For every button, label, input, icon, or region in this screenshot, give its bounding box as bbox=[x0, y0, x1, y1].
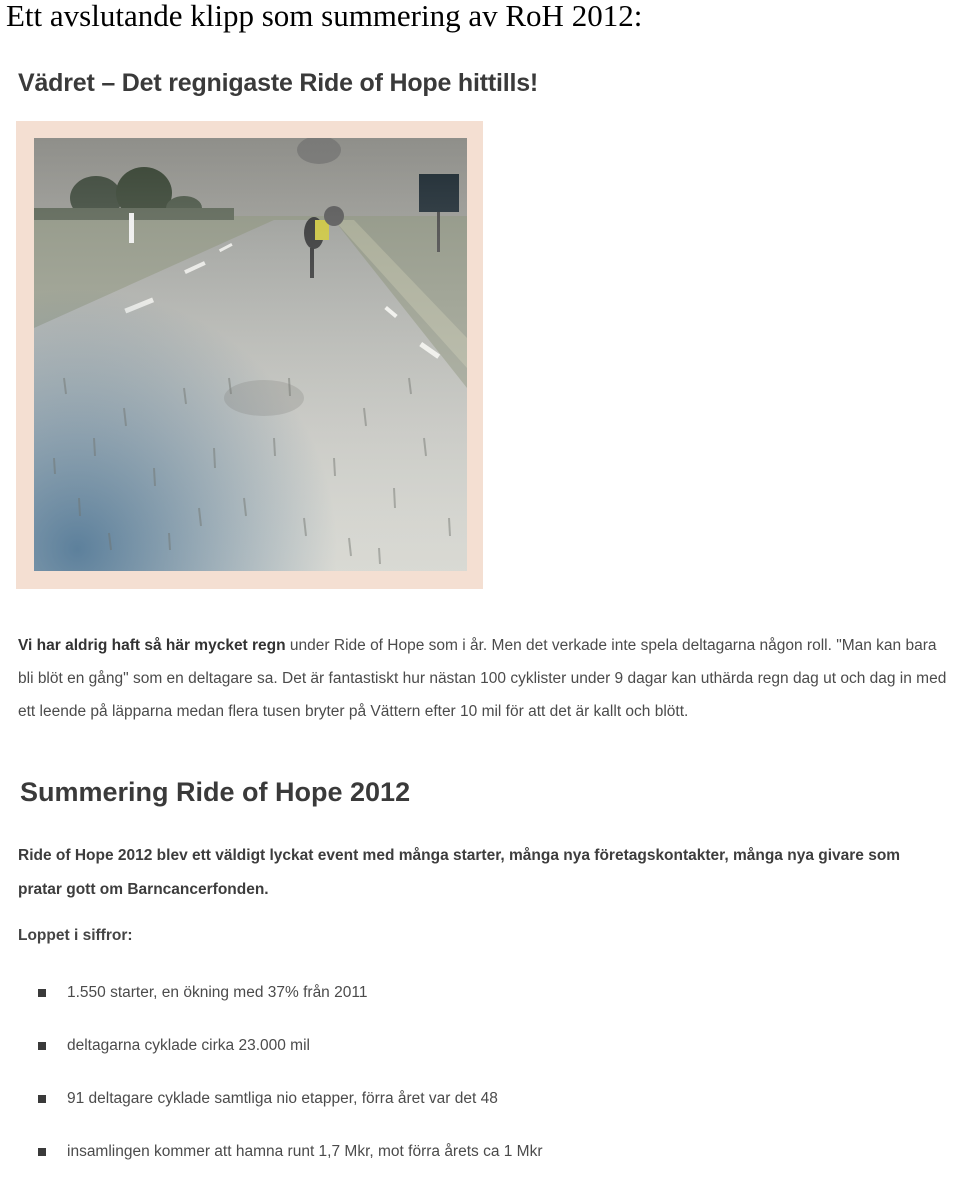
bullet-square-icon bbox=[38, 989, 46, 997]
rainy-road-photo bbox=[34, 138, 467, 571]
summary-heading: Summering Ride of Hope 2012 bbox=[20, 777, 411, 807]
bullet-square-icon bbox=[38, 1095, 46, 1103]
summary-text: Ride of Hope 2012 blev ett väldigt lyckat event med många starter, många nya företagskontakter, många nya givare som pratar gott om Barncancerfonden. bbox=[18, 847, 901, 898]
photo-frame bbox=[16, 121, 483, 589]
weather-heading: Vädret – Det regnigaste Ride of Hope hittills! bbox=[18, 69, 539, 97]
bullet-square-icon bbox=[38, 1148, 46, 1156]
weather-paragraph-lead: Vi har aldrig haft så här mycket regn bbox=[18, 637, 286, 654]
stats-label: Loppet i siffror: bbox=[18, 927, 133, 944]
weather-paragraph-rest: under Ride of Hope som i år. Men det verkade inte spela deltagarna någon roll. "Man kan bara bli blöt en gång" som en deltagare sa. Det är fantastiskt hur nästan 100 cyklister under 9 dagar kan uthärda regn dag ut och dag in med ett leende på läpparna medan flera tusen bryter på Vättern efter 10 mil för att det är kallt och blött. bbox=[18, 637, 947, 720]
bullet-square-icon bbox=[38, 1042, 46, 1050]
weather-paragraph bbox=[18, 629, 953, 728]
article-clip: Vädret – Det regnigaste Ride of Hope hittills! Vi har aldrig haft så här mycket regn under Ride of Hope som i år. Men det verkade inte spela deltagarna någon roll. "Man kan bara bli blöt en gång" som en deltagare sa. Det är fantastiskt hur nästan 100 cyklister under 9 dagar kan uthärda regn dag ut och dag in med ett leende på läpparna medan flera tusen bryter på Vättern efter 10 mil för att det är kallt och blött. Summering Ride of Hope 2012 Ride of Hope 2012 blev ett väldigt lyckat event med många starter, många nya företagskontakter, många nya givare som pratar gott om Barncancerfonden. Loppet i siffror: 1.550 starter, en ökning med 37% från 2011 deltagarna cyklade cirka 23.000 mil 91 deltagare cyklade samtliga nio etapper, förra året var det 48 insamlingen kommer att hamna runt 1,7 Mkr, mot förra årets ca 1 Mkr bbox=[0, 55, 960, 1170]
document-heading: Ett avslutande klipp som summering av RoH 2012: bbox=[6, 0, 643, 33]
